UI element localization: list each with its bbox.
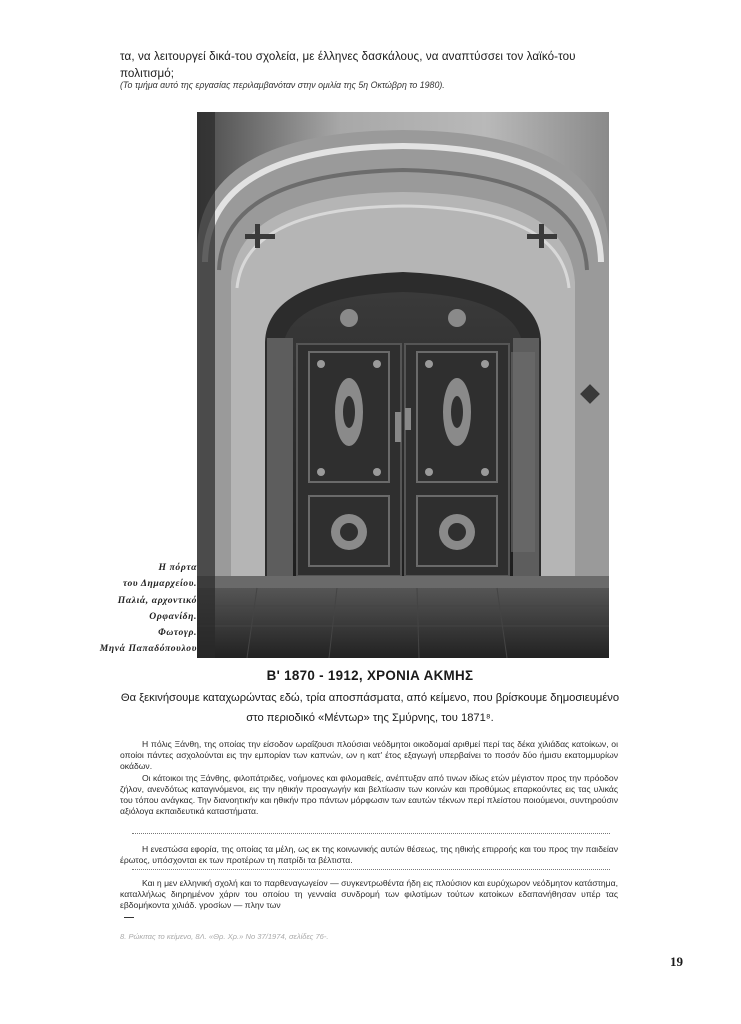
quote-block-3 bbox=[120, 878, 618, 912]
section-lead: Θα ξεκινήσουμε καταχωρώντας εδώ, τρία αποσπάσματα, από κείμενο, που βρίσκουμε δημοσιευμένο στο περιοδικό «Μέντωρ» της Σμύρνης, του 1871⁸. bbox=[120, 692, 620, 724]
quote-paragraph: Η ενεστώσα εφορία, της οποίας τα μέλη, ως εκ της κοινωνικής αυτών θέσεως, της ηθικής επιρροής και του προς την παιδείαν έρωτος, υπόσχονται εκ των προτέρων τη πατρίδι τα βέλτιστα. bbox=[120, 844, 618, 866]
caption-line: Παλιά, αρχοντικό bbox=[117, 594, 197, 606]
caption-line: Η πόρτα bbox=[158, 562, 197, 573]
dotted-separator bbox=[132, 869, 610, 870]
photo-caption bbox=[60, 560, 197, 658]
caption-line: Φωτογρ. bbox=[158, 627, 197, 639]
dotted-separator bbox=[132, 833, 610, 834]
caption-line: του Δημαρχείου. bbox=[122, 578, 197, 590]
quote-block-1 bbox=[120, 739, 618, 817]
section-heading: Β' 1870 - 1912, ΧΡΟΝΙΑ ΑΚΜΗΣ bbox=[266, 668, 474, 683]
footnote-rule bbox=[124, 917, 134, 918]
quote-block-2 bbox=[120, 844, 618, 866]
door-photograph bbox=[197, 112, 609, 658]
footnote: 8. Ρώκιτας το κείμενο, 8Λ. «Θρ. Χρ.» Νο 37/1974, σελίδες 76-. bbox=[120, 932, 329, 941]
quote-paragraph: Και η μεν ελληνική σχολή και το παρθεναγωγείον — συγκεντρωθέντα ήδη εις πλούσιον και ευρύχωρον νεόδμητον κατάστημα, καταλλήλως διηρημένον χάριν του οποίου τη γενναία συνδρομή των φιλοτίμων τούτων κατοίκων εδαπανήθησαν υπέρ τας εβδομήκοντα χιλιάδ. γροσίων — πλην των bbox=[120, 878, 618, 911]
intro-note: (Το τμήμα αυτό της εργασίας περιλαμβανόταν στην ομιλία της 5η Οκτώβρη το 1980). bbox=[120, 80, 445, 90]
caption-line: Ορφανίδη. bbox=[149, 610, 197, 622]
caption-line: Μηνά Παπαδόπουλου bbox=[99, 643, 197, 655]
quote-paragraph: Η πόλις Ξάνθη, της οποίας την είσοδον ωραΐζουσι πλούσιαι νεόδμητοι οικοδομαί αριθμεί περί τας δέκα χιλιάδας κατοίκων, οι οποίοι πάντες ασχολούνται εις την εμπορίαν των καπνών, ων η κατ' έτος εξαγωγή υπερβαίνει το ποσόν δύο ήμισυ εκατομμυρίων οκάδων. bbox=[120, 739, 618, 772]
quote-paragraph: Οι κάτοικοι της Ξάνθης, φιλοπάτριδες, νοήμονες και φιλομαθείς, ανέπτυξαν από τινων ιδίως ετών μέγιστον προς την πρόοδον ζήλον, ανενδότως καταγινόμενοι, εις την ηθικήν προαγωγήν και βελτίωσιν των κοινών και προθύμως επαρκούντες εις τας υλικάς του τόπου ανάγκας. Την διανοητικήν και ηθικήν προ πάντων μόρφωσιν των εαυτών τέκνων περί πλείστου ποιούμενοι, συντηρούσιν αξιόλογα εκπαιδευτικά καταστήματα. bbox=[120, 772, 618, 817]
page-number: 19 bbox=[670, 954, 683, 969]
intro-paragraph: τα, να λειτουργεί δικά-του σχολεία, με έλληνες δασκάλους, να αναπτύσσει τον λαϊκό-του πολιτισμό; bbox=[120, 50, 576, 80]
